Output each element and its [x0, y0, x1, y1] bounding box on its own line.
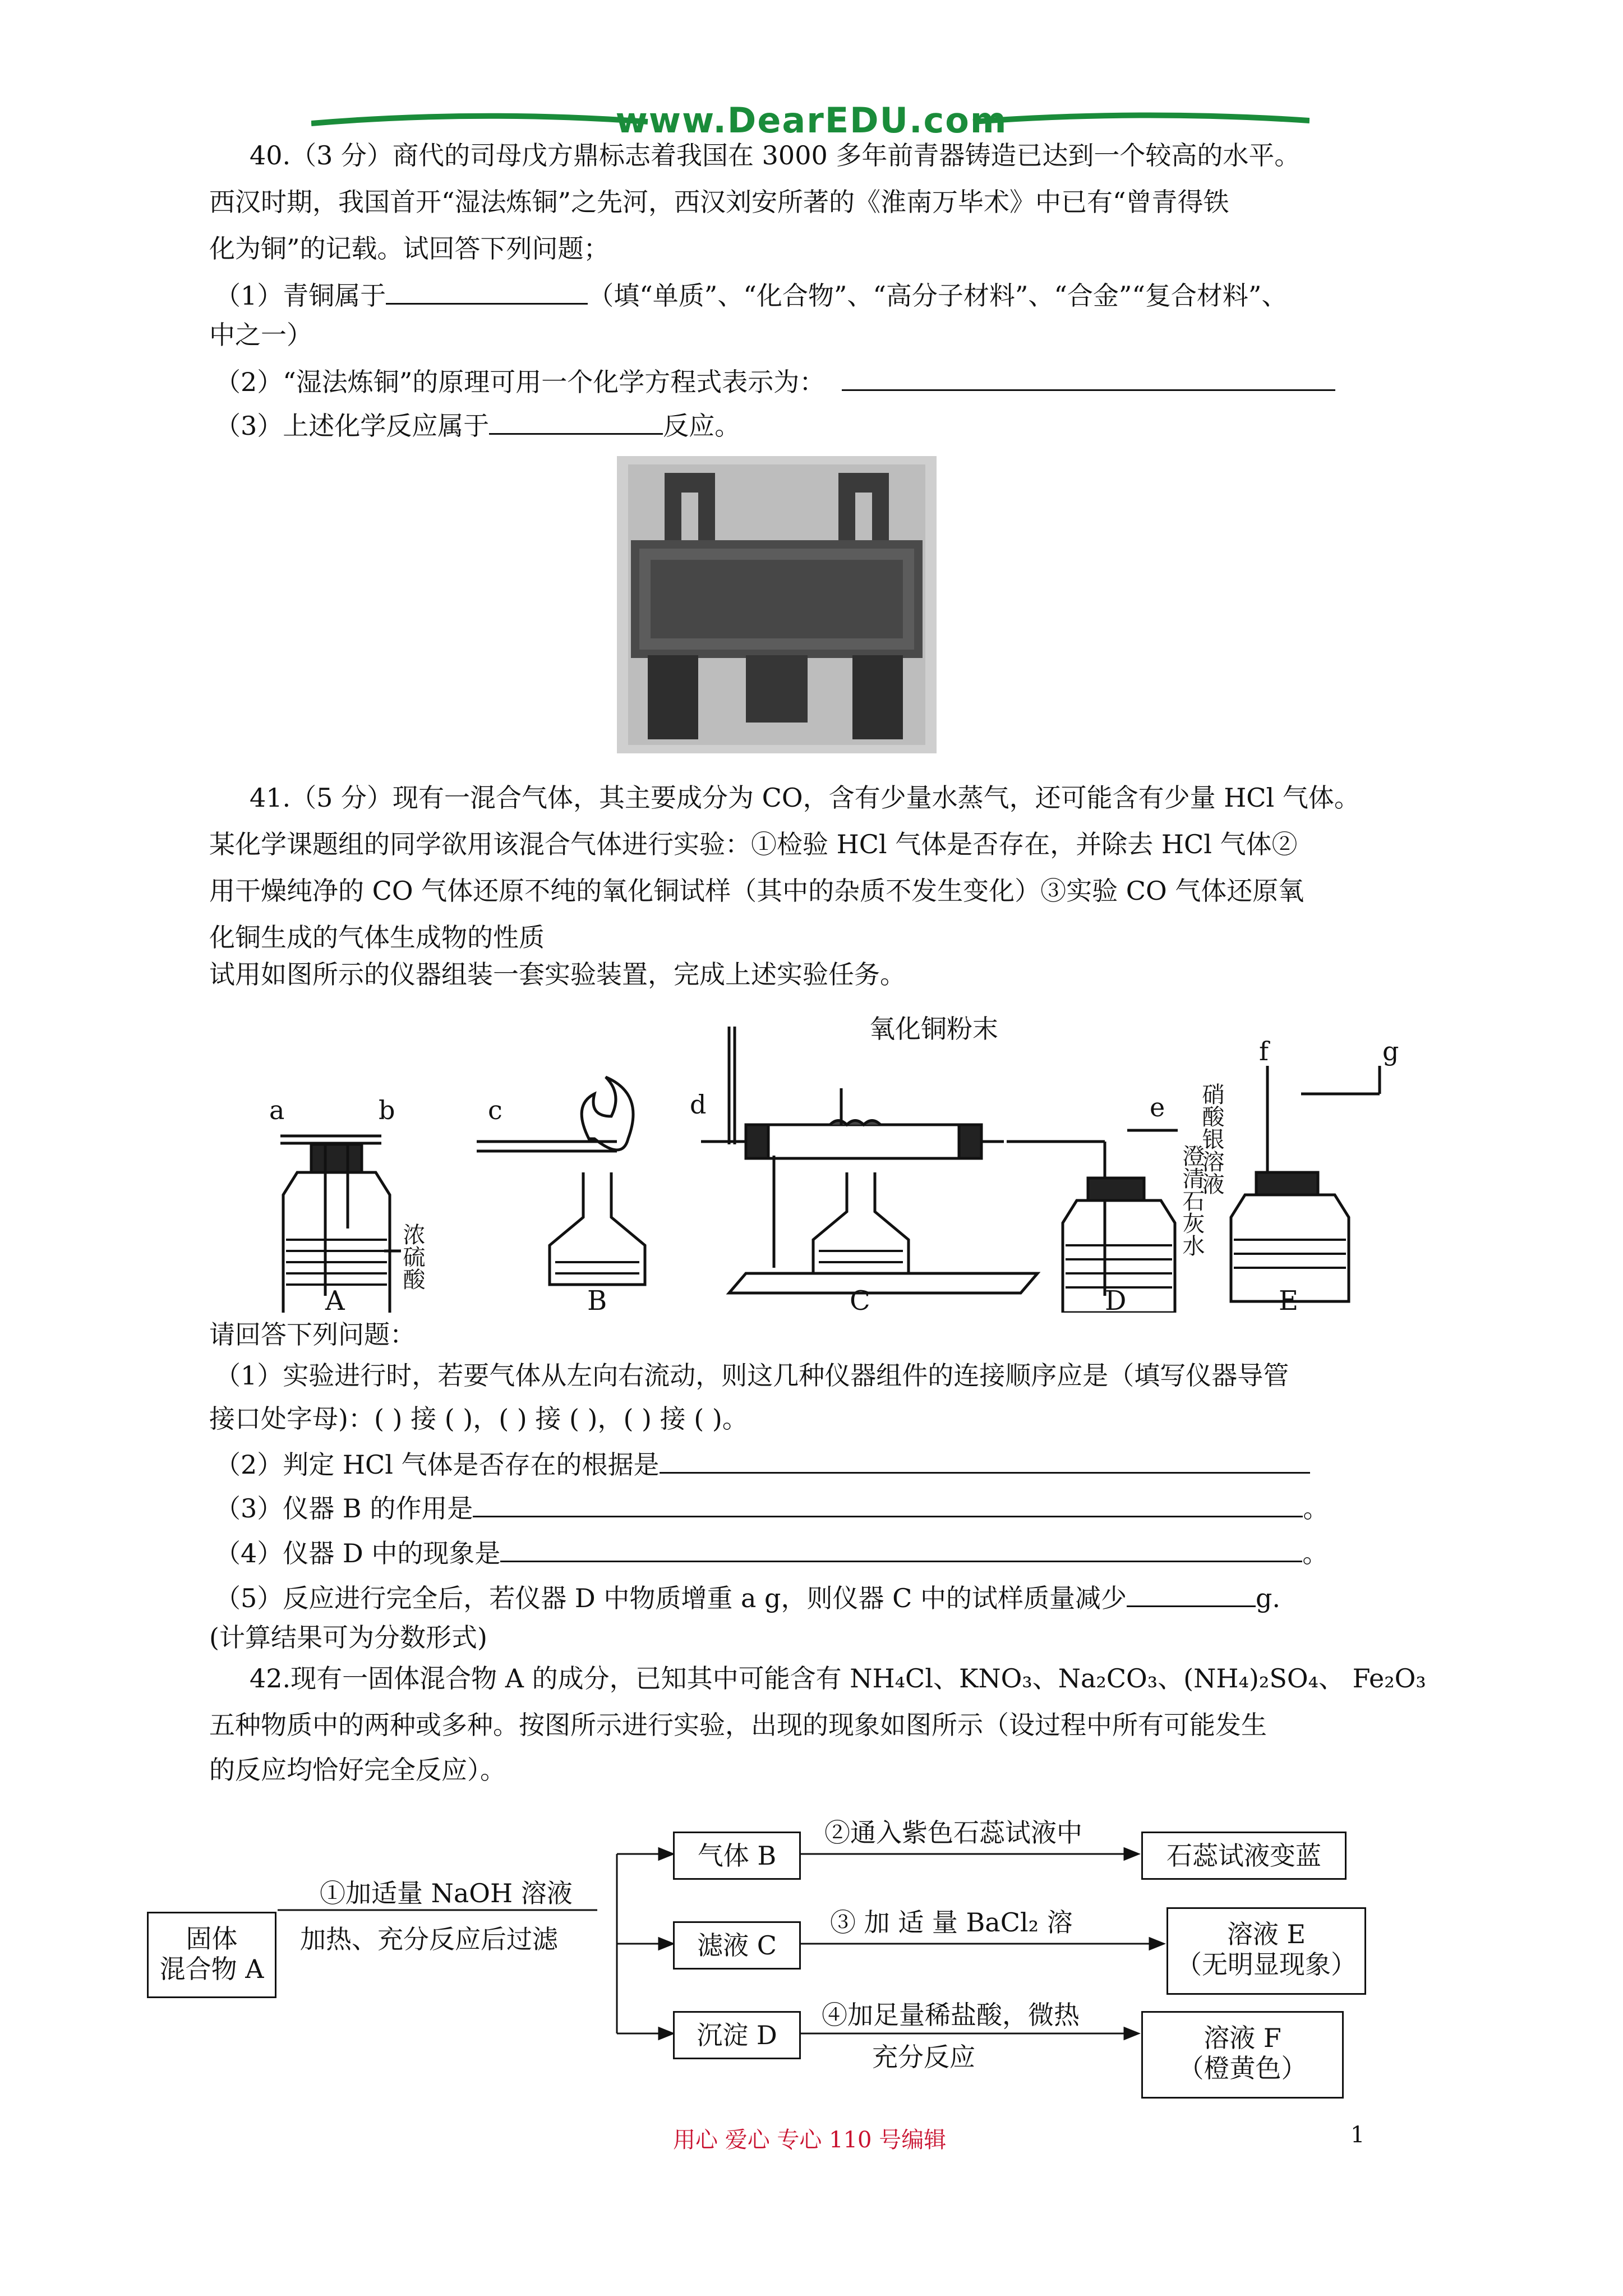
q41-line5: 试用如图所示的仪器组装一套实验装置，完成上述实验任务。: [209, 959, 906, 990]
apparatus-diagram: [252, 1004, 1408, 1313]
A-liquid-label: 浓硫酸: [399, 1223, 425, 1290]
D-liquid-label: 澄清石灰水: [1179, 1144, 1205, 1257]
flow-result-E-line1: 溶液 E: [1227, 1919, 1306, 1949]
q41-sub4-text: （4）仪器 D 中的现象是: [215, 1538, 501, 1568]
copper-oxide-label: 氧化铜粉末: [869, 1014, 998, 1044]
period: 。: [1303, 1493, 1329, 1524]
apparatus-C: [690, 1014, 1038, 1313]
q40-sub3-suffix: 反应。: [663, 411, 741, 441]
bronze-ding-photo: [617, 456, 937, 753]
flow-gas-B: 气体 B: [673, 1832, 801, 1880]
q40-sub2: [215, 365, 1335, 397]
flow-result-E-line2: （无明显现象）: [1176, 1949, 1357, 1980]
q41-line3: 用干燥纯净的 CO 气体还原不纯的氧化铜试样（其中的杂质不发生变化）③实验 CO 气体还原氧: [209, 876, 1304, 906]
q40-sub1-cont: 中之一）: [209, 320, 312, 350]
answer-blank[interactable]: [473, 1491, 1303, 1517]
answer-blank[interactable]: [842, 365, 1335, 391]
flow-step3: ③ 加 适 量 BaCl₂ 溶: [830, 1907, 1073, 1938]
answer-blank[interactable]: [500, 1536, 1302, 1562]
flow-result-F: [1141, 2011, 1344, 2099]
q40-sub1-text: （1）青铜属于: [215, 280, 386, 311]
q41-line4: 化铜生成的气体生成物的性质: [209, 922, 545, 953]
E-liquid-label: 硝酸银溶液: [1198, 1083, 1224, 1195]
label-B: B: [587, 1285, 607, 1313]
q41-sub3: [215, 1491, 1329, 1524]
q41-sub5-note: (计算结果可为分数形式): [209, 1622, 487, 1653]
label-C: C: [850, 1285, 870, 1313]
port-e-label: e: [1150, 1092, 1165, 1122]
label-A: A: [325, 1285, 345, 1313]
q40-sub2-text: （2）“湿法炼铜”的原理可用一个化学方程式表示为：: [215, 367, 826, 397]
answer-blank[interactable]: [386, 278, 588, 305]
port-f-label: f: [1259, 1036, 1269, 1066]
port-g-label: g: [1382, 1036, 1399, 1066]
period: 。: [1302, 1538, 1329, 1568]
q41-ask: 请回答下列问题：: [209, 1319, 416, 1350]
flow-result-E: [1166, 1907, 1366, 1995]
site-header[interactable]: www.DearEDU.com: [615, 100, 1008, 141]
q40-line2: 西汉时期，我国首开“湿法炼铜”之先河，西汉刘安所著的《淮南万毕术》中已有“曾青得铁: [209, 187, 1229, 217]
q40-sub3-text: （3）上述化学反应属于: [215, 411, 490, 441]
flow-step1-bottom: 加热、充分反应后过滤: [300, 1924, 558, 1954]
q41-sub3-text: （3）仪器 B 的作用是: [215, 1493, 473, 1524]
q40-line3: 化为铜”的记载。试回答下列问题；: [209, 233, 610, 264]
q41-sub5: [215, 1581, 1280, 1613]
flow-step1-top: ①加适量 NaOH 溶液: [320, 1878, 573, 1908]
answer-blank[interactable]: [1127, 1581, 1256, 1607]
answer-blank[interactable]: [489, 408, 663, 435]
q41-line1: 41.（5 分）现有一混合气体，其主要成分为 CO，含有少量水蒸气，还可能含有少量 HCl 气体。: [250, 783, 1360, 813]
label-E: E: [1279, 1285, 1299, 1313]
answer-blank[interactable]: [660, 1447, 1310, 1474]
q42-line2: 五种物质中的两种或多种。按图所示进行实验，出现的现象如图所示（设过程中所有可能发生: [209, 1710, 1267, 1740]
q41-sub2: [215, 1447, 1310, 1480]
port-d-label: d: [690, 1089, 707, 1120]
q42-line3: 的反应均恰好完全反应）。: [209, 1755, 506, 1785]
q41-sub4: [215, 1536, 1328, 1568]
apparatus-A: [269, 1095, 425, 1313]
port-b-label: b: [379, 1095, 395, 1125]
q40-sub1: [215, 278, 1287, 311]
flow-result-litmus: 石蕊试液变蓝: [1141, 1832, 1347, 1880]
flow-start-line1: 固体: [186, 1924, 238, 1954]
q41-sub5-text: （5）反应进行完全后，若仪器 D 中物质增重 a g，则仪器 C 中的试样质量减少: [215, 1583, 1127, 1613]
port-c-label: c: [488, 1095, 502, 1125]
q40-sub1-options: （填“单质”、“化合物”、“高分子材料”、“合金”“复合材料”、: [588, 280, 1288, 311]
port-a-label: a: [269, 1095, 285, 1125]
flow-step4b: 充分反应: [872, 2042, 975, 2072]
q41-sub2-text: （2）判定 HCl 气体是否存在的根据是: [215, 1450, 660, 1480]
flow-start-line2: 混合物 A: [159, 1954, 264, 1984]
flow-precipitate-D: 沉淀 D: [673, 2011, 801, 2059]
flow-filtrate-C: 滤液 C: [673, 1921, 801, 1970]
q41-sub5-unit: g.: [1255, 1583, 1281, 1613]
apparatus-D: [1007, 1092, 1205, 1313]
apparatus-E: [1198, 1036, 1399, 1313]
apparatus-B: [477, 1077, 645, 1313]
flow-result-F-line1: 溶液 F: [1204, 2023, 1281, 2053]
q41-sub1-line2: 接口处字母)：( ) 接 ( )，( ) 接 ( )，( ) 接 ( )。: [209, 1404, 748, 1434]
q41-sub1-line1: （1）实验进行时，若要气体从左向右流动，则这几种仪器组件的连接顺序应是（填写仪器导管: [215, 1360, 1289, 1391]
q41-line2: 某化学课题组的同学欲用该混合气体进行实验：①检验 HCl 气体是否存在，并除去 HCl 气体②: [209, 829, 1298, 859]
flow-start-box: [147, 1912, 276, 1998]
page-number: 1: [1350, 2122, 1365, 2148]
flow-step4a: ④加足量稀盐酸，微热: [822, 2000, 1080, 2030]
q40-sub3: [215, 408, 740, 441]
flow-step2: ②通入紫色石蕊试液中: [824, 1818, 1082, 1848]
label-D: D: [1105, 1285, 1127, 1313]
flow-result-F-line2: （橙黄色）: [1178, 2053, 1307, 2083]
footer-text: 用心 爱心 专心 110 号编辑: [673, 2127, 947, 2153]
q40-line1: 40.（3 分）商代的司母戊方鼎标志着我国在 3000 多年前青器铸造已达到一个较高的水平。: [250, 140, 1301, 171]
q42-line1: 42.现有一固体混合物 A 的成分，已知其中可能含有 NH₄Cl、KNO₃、Na₂CO₃、(NH₄)₂SO₄、 Fe₂O₃: [250, 1663, 1426, 1694]
